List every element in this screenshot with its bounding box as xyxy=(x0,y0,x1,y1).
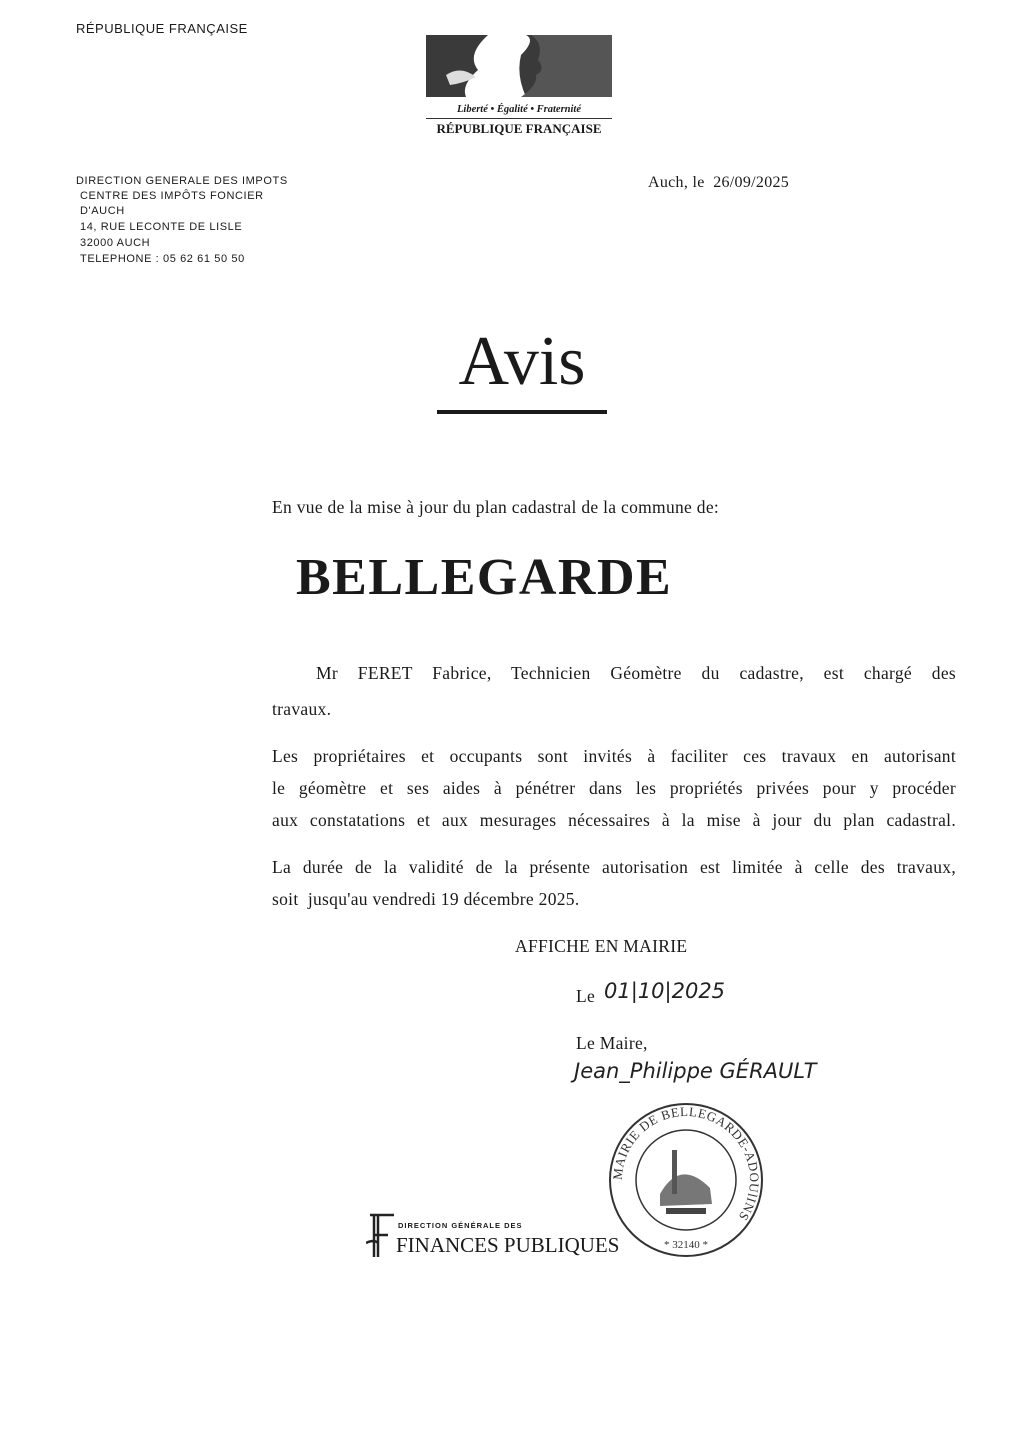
paragraph-line: Mr FERET Fabrice, Technicien Géomètre du cadastre, est chargé des xyxy=(316,663,956,683)
sender-line: 32000 AUCH xyxy=(80,237,151,249)
commune-name: BELLEGARDE xyxy=(296,549,673,606)
affichage-date-prefix: Le xyxy=(576,986,596,1006)
logo-name: RÉPUBLIQUE FRANÇAISE xyxy=(436,121,602,136)
sender-line: CENTRE DES IMPÔTS FONCIER xyxy=(80,190,264,202)
paragraph-line: le géomètre et ses aides à pénétrer dans les propriétés privées pour y procéder xyxy=(272,778,956,798)
paragraph-line: soit jusqu'au vendredi 19 décembre 2025. xyxy=(272,889,580,909)
title-underline xyxy=(437,410,607,414)
page-title: Avis xyxy=(458,323,586,400)
logo-motto: Liberté • Égalité • Fraternité xyxy=(426,102,612,119)
dgfip-small: DIRECTION GÉNÉRALE DES xyxy=(398,1221,523,1230)
paragraph-line: La durée de la validité de la présente autorisation est limitée à celle des travaux, xyxy=(272,857,956,877)
marianne-icon xyxy=(426,35,612,97)
dgfip-big: FINANCES PUBLIQUES xyxy=(396,1233,620,1257)
mayor-signature: Jean_Philippe GÉRAULT xyxy=(574,1059,817,1083)
affichage-date-handwritten: 01|10|2025 xyxy=(604,979,726,1003)
seal-ring-text: MAIRIE DE BELLEGARDE-ADOUlINS xyxy=(609,1103,763,1224)
seal-postcode: * 32140 * xyxy=(664,1239,708,1251)
republique-francaise-heading: RÉPUBLIQUE FRANÇAISE xyxy=(76,21,248,36)
sender-line: 14, RUE LECONTE DE LISLE xyxy=(80,221,243,233)
intro-text: En vue de la mise à jour du plan cadastral de la commune de: xyxy=(272,497,720,517)
mairie-seal xyxy=(606,1100,766,1260)
paragraph-line: Les propriétaires et occupants sont invités à faciliter ces travaux en autorisant xyxy=(272,746,956,766)
marianne-logo xyxy=(426,35,612,147)
dgfip-f-icon xyxy=(366,1213,396,1259)
sender-line: DIRECTION GENERALE DES IMPOTS xyxy=(76,175,288,187)
sender-line: D'AUCH xyxy=(80,205,125,217)
maire-label: Le Maire, xyxy=(576,1033,648,1053)
affichage-label: AFFICHE EN MAIRIE xyxy=(515,936,688,956)
paragraph-line: aux constatations et aux mesurages nécessaires à la mise à jour du plan cadastral. xyxy=(272,810,956,830)
document-date: Auch, le 26/09/2025 xyxy=(648,174,790,191)
paragraph-line: travaux. xyxy=(272,699,332,719)
sender-line: TELEPHONE : 05 62 61 50 50 xyxy=(80,253,245,265)
